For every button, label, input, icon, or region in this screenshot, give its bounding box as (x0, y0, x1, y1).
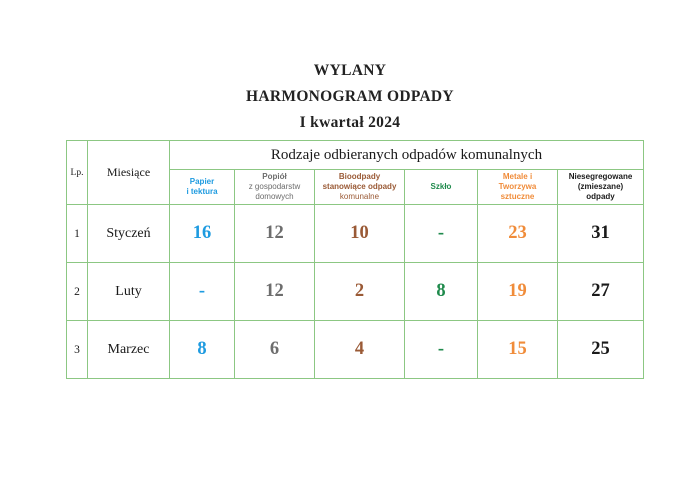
table-row (67, 205, 644, 263)
paper-category-header (170, 170, 235, 205)
category-label-main: Popiół (262, 172, 287, 181)
row-number: 2 (67, 263, 88, 321)
waste-types-header: Rodzaje odbieranych odpadów komunalnych (170, 141, 644, 170)
row-number: 3 (67, 321, 88, 379)
pickup-day-cell: 12 (235, 205, 315, 263)
month-name: Marzec (88, 321, 170, 379)
category-label-main: Bioodpady (338, 172, 381, 181)
category-label-sub: odpady (586, 192, 615, 201)
row-number: 1 (67, 205, 88, 263)
category-label-main2: stanowiące odpady (322, 182, 397, 191)
month-name: Styczeń (88, 205, 170, 263)
table-row (67, 263, 644, 321)
pickup-day-cell: 15 (478, 321, 558, 379)
category-label-main: Metale i (502, 172, 533, 181)
category-label-main2: (zmieszane) (577, 182, 624, 191)
table-row (67, 321, 644, 379)
bio-category-header (315, 170, 405, 205)
pickup-day-cell: 25 (558, 321, 644, 379)
location-title: WYLANY (313, 62, 387, 79)
lp-header: Lp. (67, 141, 88, 205)
pickup-day-cell: 19 (478, 263, 558, 321)
pickup-day-cell: 10 (315, 205, 405, 263)
category-label-main2: Tworzywa (498, 182, 537, 191)
category-label-main: Papier (189, 177, 215, 186)
ash-category-header (235, 170, 315, 205)
month-name: Luty (88, 263, 170, 321)
pickup-day-cell: 27 (558, 263, 644, 321)
category-label-sub: z gospodarstw (248, 182, 301, 191)
pickup-day-cell: - (405, 205, 478, 263)
pickup-day-cell: 4 (315, 321, 405, 379)
pickup-day-cell: 12 (235, 263, 315, 321)
table-body (67, 205, 644, 379)
category-label-main: Niesegregowane (568, 172, 633, 181)
waste-schedule-table (66, 140, 644, 379)
pickup-day-cell: 16 (170, 205, 235, 263)
document-header (0, 58, 700, 136)
schedule-title: HARMONOGRAM ODPADY (246, 88, 454, 105)
category-label-sub: komunalne (339, 192, 380, 201)
period-title: I kwartał 2024 (299, 114, 401, 131)
category-label-sub2: domowych (255, 192, 294, 201)
pickup-day-cell: 8 (405, 263, 478, 321)
glass-category-header (405, 170, 478, 205)
category-label-main: Szkło (430, 182, 452, 191)
pickup-day-cell: 2 (315, 263, 405, 321)
pickup-day-cell: 8 (170, 321, 235, 379)
pickup-day-cell: 31 (558, 205, 644, 263)
months-header: Miesiące (88, 141, 170, 205)
pickup-day-cell: - (405, 321, 478, 379)
category-label-sub: sztuczne (500, 192, 535, 201)
pickup-day-cell: - (170, 263, 235, 321)
pickup-day-cell: 6 (235, 321, 315, 379)
mixed-waste-category-header (558, 170, 644, 205)
category-label-main2: i tektura (186, 187, 218, 196)
metals-plastics-category-header (478, 170, 558, 205)
pickup-day-cell: 23 (478, 205, 558, 263)
